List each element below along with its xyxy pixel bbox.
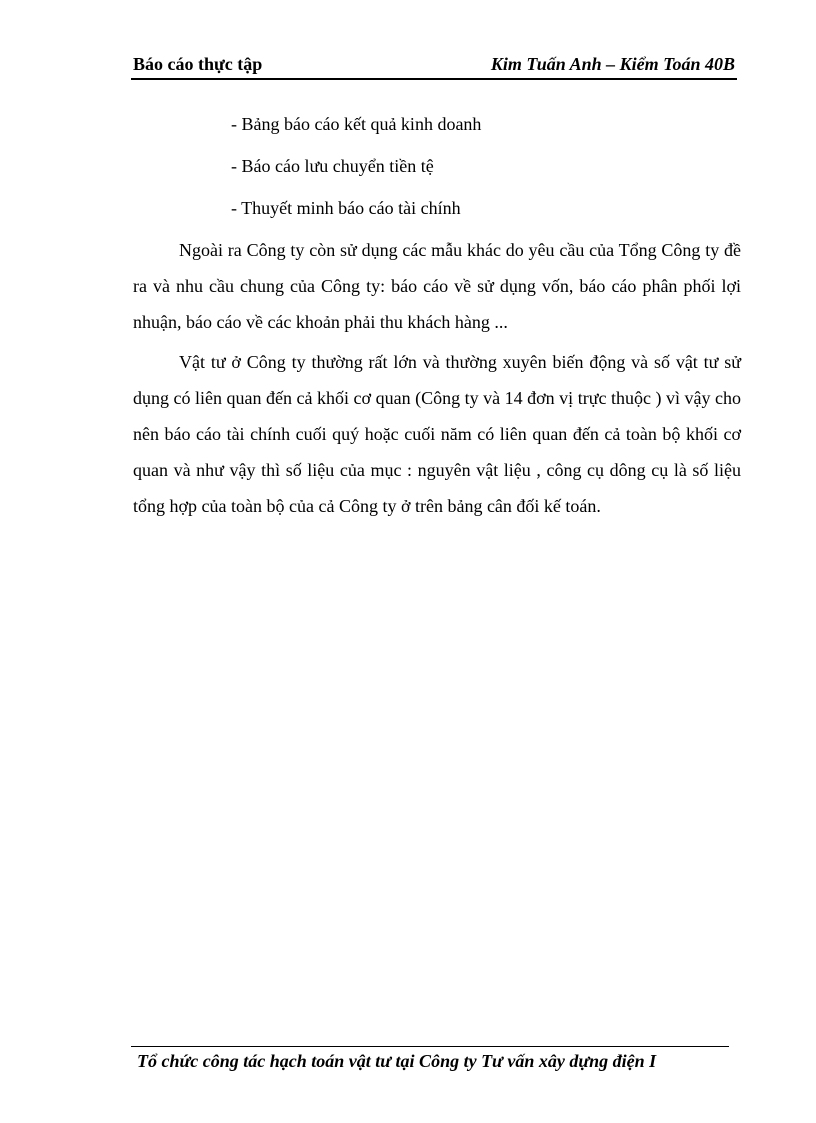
bullet-item: - Bảng báo cáo kết quả kinh doanh xyxy=(231,114,482,134)
page-header xyxy=(131,52,737,80)
paragraph: Ngoài ra Công ty còn sử dụng các mẫu khác do yêu cầu của Tổng Công ty đề ra và nhu cầu chung của Công ty: báo cáo về sử dụng vốn, báo cáo phân phối lợi nhuận, báo cáo về các khoản phải thu khách hàng ... xyxy=(133,240,741,332)
report-title: Báo cáo thực tập xyxy=(133,54,263,74)
author-info: Kim Tuấn Anh – Kiểm Toán 40B xyxy=(490,54,735,74)
paragraph: Vật tư ở Công ty thường rất lớn và thường xuyên biến động và số vật tư sử dụng có liên quan đến cả khối cơ quan (Công ty và 14 đơn vị trực thuộc ) vì vậy cho nên báo cáo tài chính cuối quý hoặc cuối năm có liên quan đến cả toàn bộ khối cơ quan và như vậy thì số liệu của mục : nguyên vật liệu , công cụ dông cụ là số liệu tổng hợp của toàn bộ của cả Công ty ở trên bảng cân đối kế toán. xyxy=(133,352,741,516)
page-footer xyxy=(131,1046,729,1072)
document-body xyxy=(133,106,741,528)
bullet-item: - Thuyết minh báo cáo tài chính xyxy=(231,198,461,218)
bullet-item: - Báo cáo lưu chuyển tiền tệ xyxy=(231,156,434,176)
footer-title: Tổ chức công tác hạch toán vật tư tại Công ty Tư vấn xây dựng điện I xyxy=(137,1051,657,1071)
